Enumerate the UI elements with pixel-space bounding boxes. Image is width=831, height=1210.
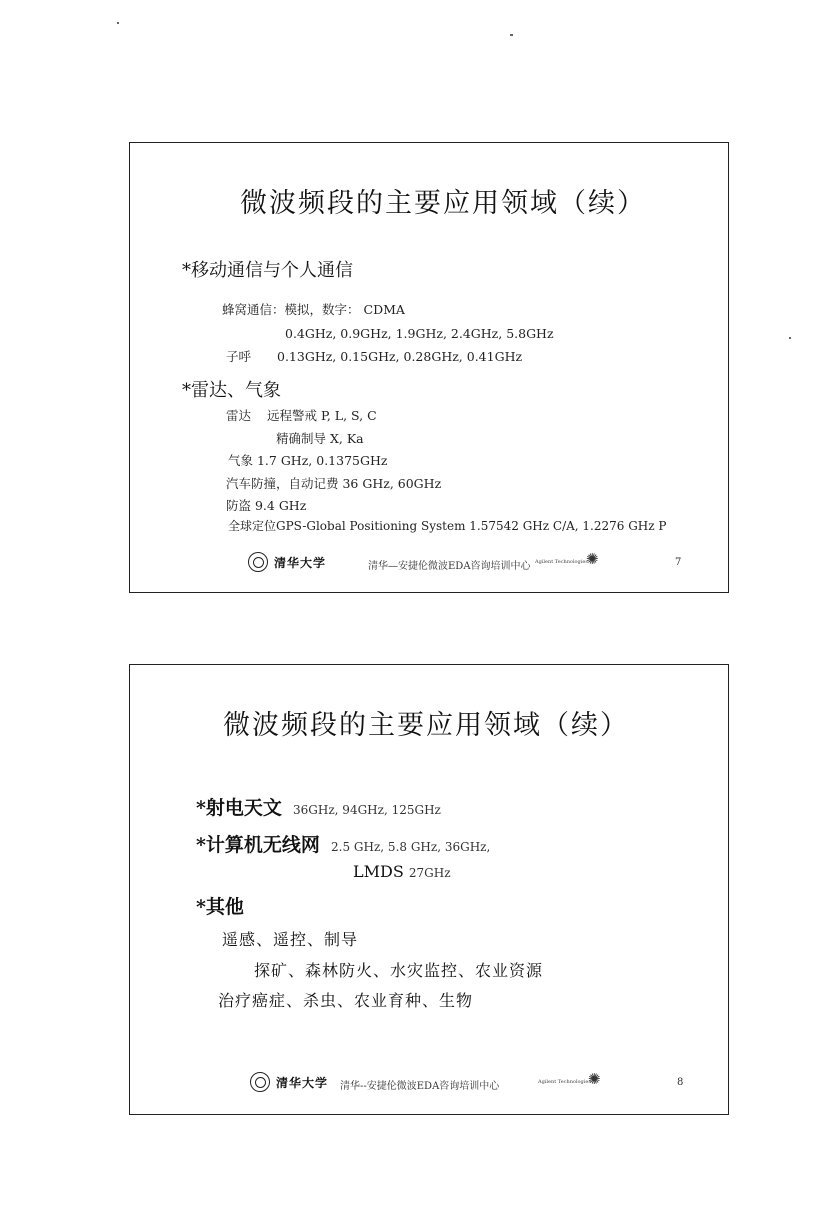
wireless-network-value: 2.5 GHz, 5.8 GHz, 36GHz, [331, 840, 491, 854]
partner-name: Agilent Technologies [535, 559, 588, 565]
gps-line: 全球定位GPS-Global Positioning System 1.57542 GHz C/A, 1.2276 GHz P [228, 519, 667, 533]
university-seal-icon [248, 552, 268, 572]
radio-astronomy-label: *射电天文 [196, 797, 282, 819]
paging-label: 子呼 [226, 349, 252, 364]
university-seal-icon [250, 1072, 270, 1092]
anti-theft-line: 防盗 9.4 GHz [226, 498, 307, 513]
radar-guidance: 精确制导 X, Ka [276, 431, 364, 446]
lmds-line [353, 862, 451, 881]
other-line-medical: 治疗癌症、杀虫、农业育种、生物 [218, 991, 474, 1010]
university-name: 清华大学 [274, 556, 327, 570]
cellular-line [222, 300, 405, 318]
radio-astronomy-line [196, 793, 441, 820]
radar-long-range: 远程警戒 P, L, S, C [267, 408, 377, 423]
section-heading-radar: *雷达、气象 [182, 380, 281, 401]
agilent-spark-icon: ✺ [586, 550, 599, 568]
scan-speck [117, 22, 119, 24]
paging-line [226, 347, 522, 365]
page-number: 7 [675, 557, 682, 568]
weather-line: 气象 1.7 GHz, 0.1375GHz [228, 453, 388, 468]
radar-line [226, 406, 377, 424]
training-center-name: 清华—安捷伦微波EDA咨询培训中心 [368, 561, 531, 572]
radio-astronomy-value: 36GHz, 94GHz, 125GHz [293, 803, 441, 817]
wireless-network-line [196, 830, 490, 857]
scan-speck [510, 34, 513, 36]
lmds-value: 27GHz [408, 866, 451, 880]
training-center-name: 清华--安捷伦微波EDA咨询培训中心 [340, 1081, 500, 1092]
cellular-label: 蜂窝通信：模拟，数字： [222, 302, 360, 317]
section-heading-mobile: *移动通信与个人通信 [182, 260, 353, 281]
auto-collision-line: 汽车防撞，自动记费 36 GHz, 60GHz [226, 476, 442, 491]
university-name: 清华大学 [276, 1076, 329, 1090]
page-number: 8 [677, 1077, 684, 1088]
radar-label: 雷达 [226, 408, 252, 423]
cellular-frequencies: 0.4GHz, 0.9GHz, 1.9GHz, 2.4GHz, 5.8GHz [285, 326, 554, 341]
other-line-remote: 遥感、遥控、制导 [222, 930, 359, 949]
agilent-spark-icon: ✺ [588, 1070, 601, 1088]
other-heading: *其他 [196, 896, 244, 918]
slide-7 [129, 142, 729, 593]
slide-8 [129, 664, 729, 1115]
paging-value: 0.13GHz, 0.15GHz, 0.28GHz, 0.41GHz [277, 349, 523, 364]
slide-title: 微波频段的主要应用领域（续） [223, 710, 629, 741]
cellular-value: CDMA [363, 302, 405, 317]
other-line-exploration: 探矿、森林防火、水灾监控、农业资源 [254, 961, 544, 980]
wireless-network-label: *计算机无线网 [196, 834, 320, 856]
slide-title: 微波频段的主要应用领域（续） [240, 188, 646, 219]
partner-name: Agilent Technologies [538, 1079, 591, 1085]
lmds-label: LMDS [353, 862, 404, 881]
scan-speck [789, 337, 791, 339]
